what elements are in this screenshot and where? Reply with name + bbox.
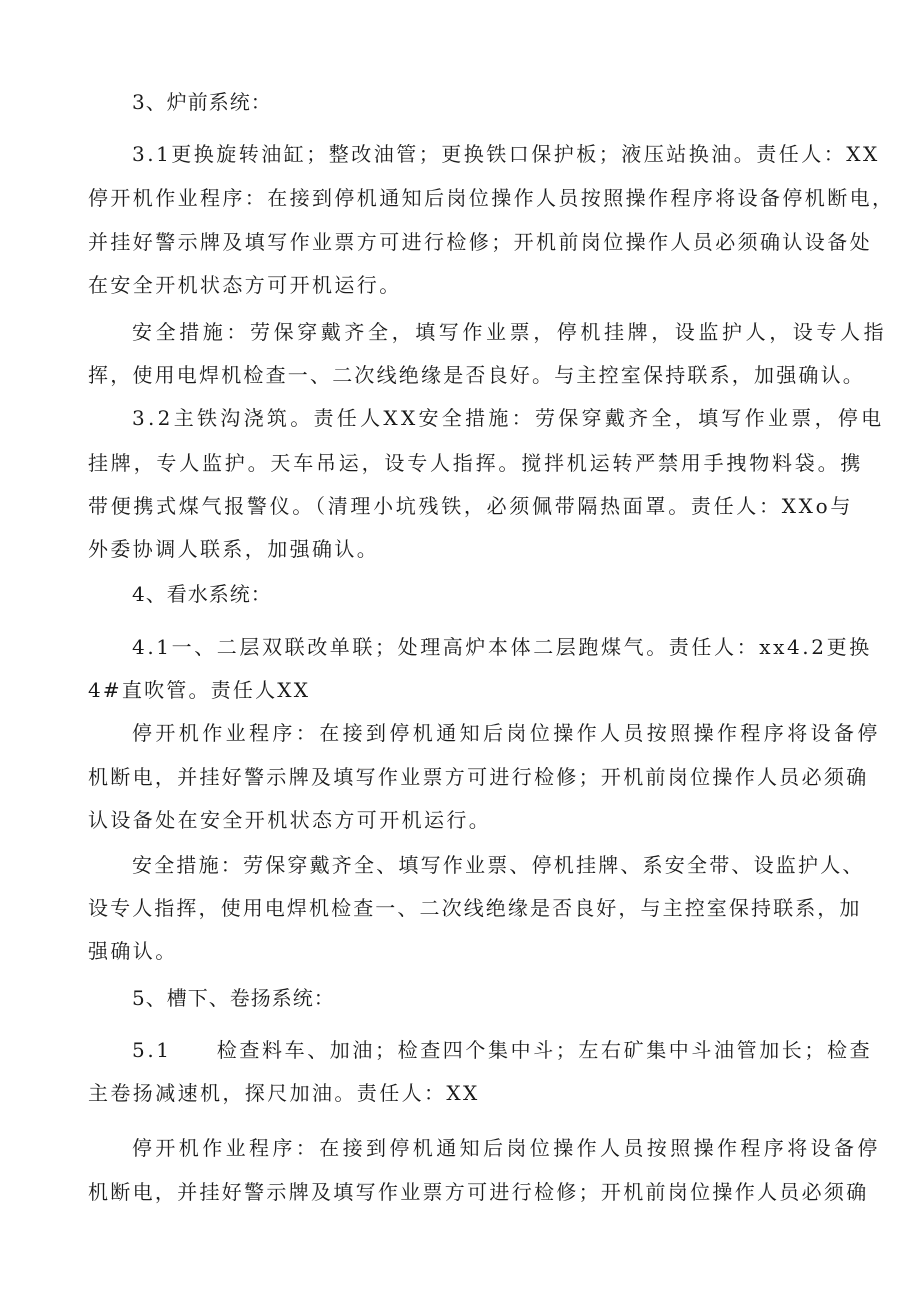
paragraph-line: 带便携式煤气报警仪。（清理小坑残铁，必须佩带隔热面罩。责任人：XXo与 <box>88 494 854 518</box>
paragraph-line: 安全措施：劳保穿戴齐全、填写作业票、停机挂牌、系安全带、设监护人、 <box>132 853 865 877</box>
paragraph-line: 4.1一、二层双联改单联；处理高炉本体二层跑煤气。责任人：xx4.2更换 <box>132 635 872 659</box>
paragraph-line: 3.1更换旋转油缸；整改油管；更换铁口保护板；液压站换油。责任人：XX <box>132 142 880 166</box>
paragraph-line: 设专人指挥，使用电焊机检查一、二次线绝缘是否良好，与主控室保持联系，加 <box>88 896 862 920</box>
paragraph-line: 机断电，并挂好警示牌及填写作业票方可进行检修；开机前岗位操作人员必须确 <box>88 765 869 789</box>
paragraph-line: 挂牌，专人监护。天车吊运，设专人指挥。搅拌机运转严禁用手拽物料袋。携 <box>88 451 864 475</box>
paragraph-line: 4#直吹管。责任人XX <box>88 678 311 702</box>
paragraph-line: 并挂好警示牌及填写作业票方可进行检修；开机前岗位操作人员必须确认设备处 <box>88 230 872 254</box>
section-heading-4: 4、看水系统： <box>132 582 272 606</box>
paragraph-line: 5.1 检查料车、加油；检查四个集中斗；左右矿集中斗油管加长；检查 <box>132 1038 873 1062</box>
paragraph-line: 挥，使用电焊机检查一、二次线绝缘是否良好。与主控室保持联系，加强确认。 <box>88 363 865 387</box>
paragraph-line: 主卷扬减速机，探尺加油。责任人：XX <box>88 1081 480 1105</box>
paragraph-line: 强确认。 <box>88 939 178 963</box>
paragraph-line: 外委协调人联系，加强确认。 <box>88 537 380 561</box>
paragraph-line: 停开机作业程序：在接到停机通知后岗位操作人员按照操作程序将设备停机断电， <box>88 186 895 210</box>
section-heading-5: 5、槽下、卷扬系统： <box>132 986 335 1010</box>
paragraph-line: 安全措施：劳保穿戴齐全，填写作业票，停机挂牌，设监护人，设专人指 <box>132 320 888 344</box>
paragraph-line: 在安全开机状态方可开机运行。 <box>88 273 402 297</box>
section-heading-3: 3、炉前系统： <box>132 90 272 114</box>
paragraph-line: 认设备处在安全开机状态方可开机运行。 <box>88 808 492 832</box>
paragraph-line: 3.2主铁沟浇筑。责任人XX安全措施：劳保穿戴齐全，填写作业票，停电 <box>132 406 885 430</box>
paragraph-line: 停开机作业程序：在接到停机通知后岗位操作人员按照操作程序将设备停 <box>132 1136 881 1160</box>
paragraph-line: 停开机作业程序：在接到停机通知后岗位操作人员按照操作程序将设备停 <box>132 721 881 745</box>
paragraph-line: 机断电，并挂好警示牌及填写作业票方可进行检修；开机前岗位操作人员必须确 <box>88 1180 869 1204</box>
